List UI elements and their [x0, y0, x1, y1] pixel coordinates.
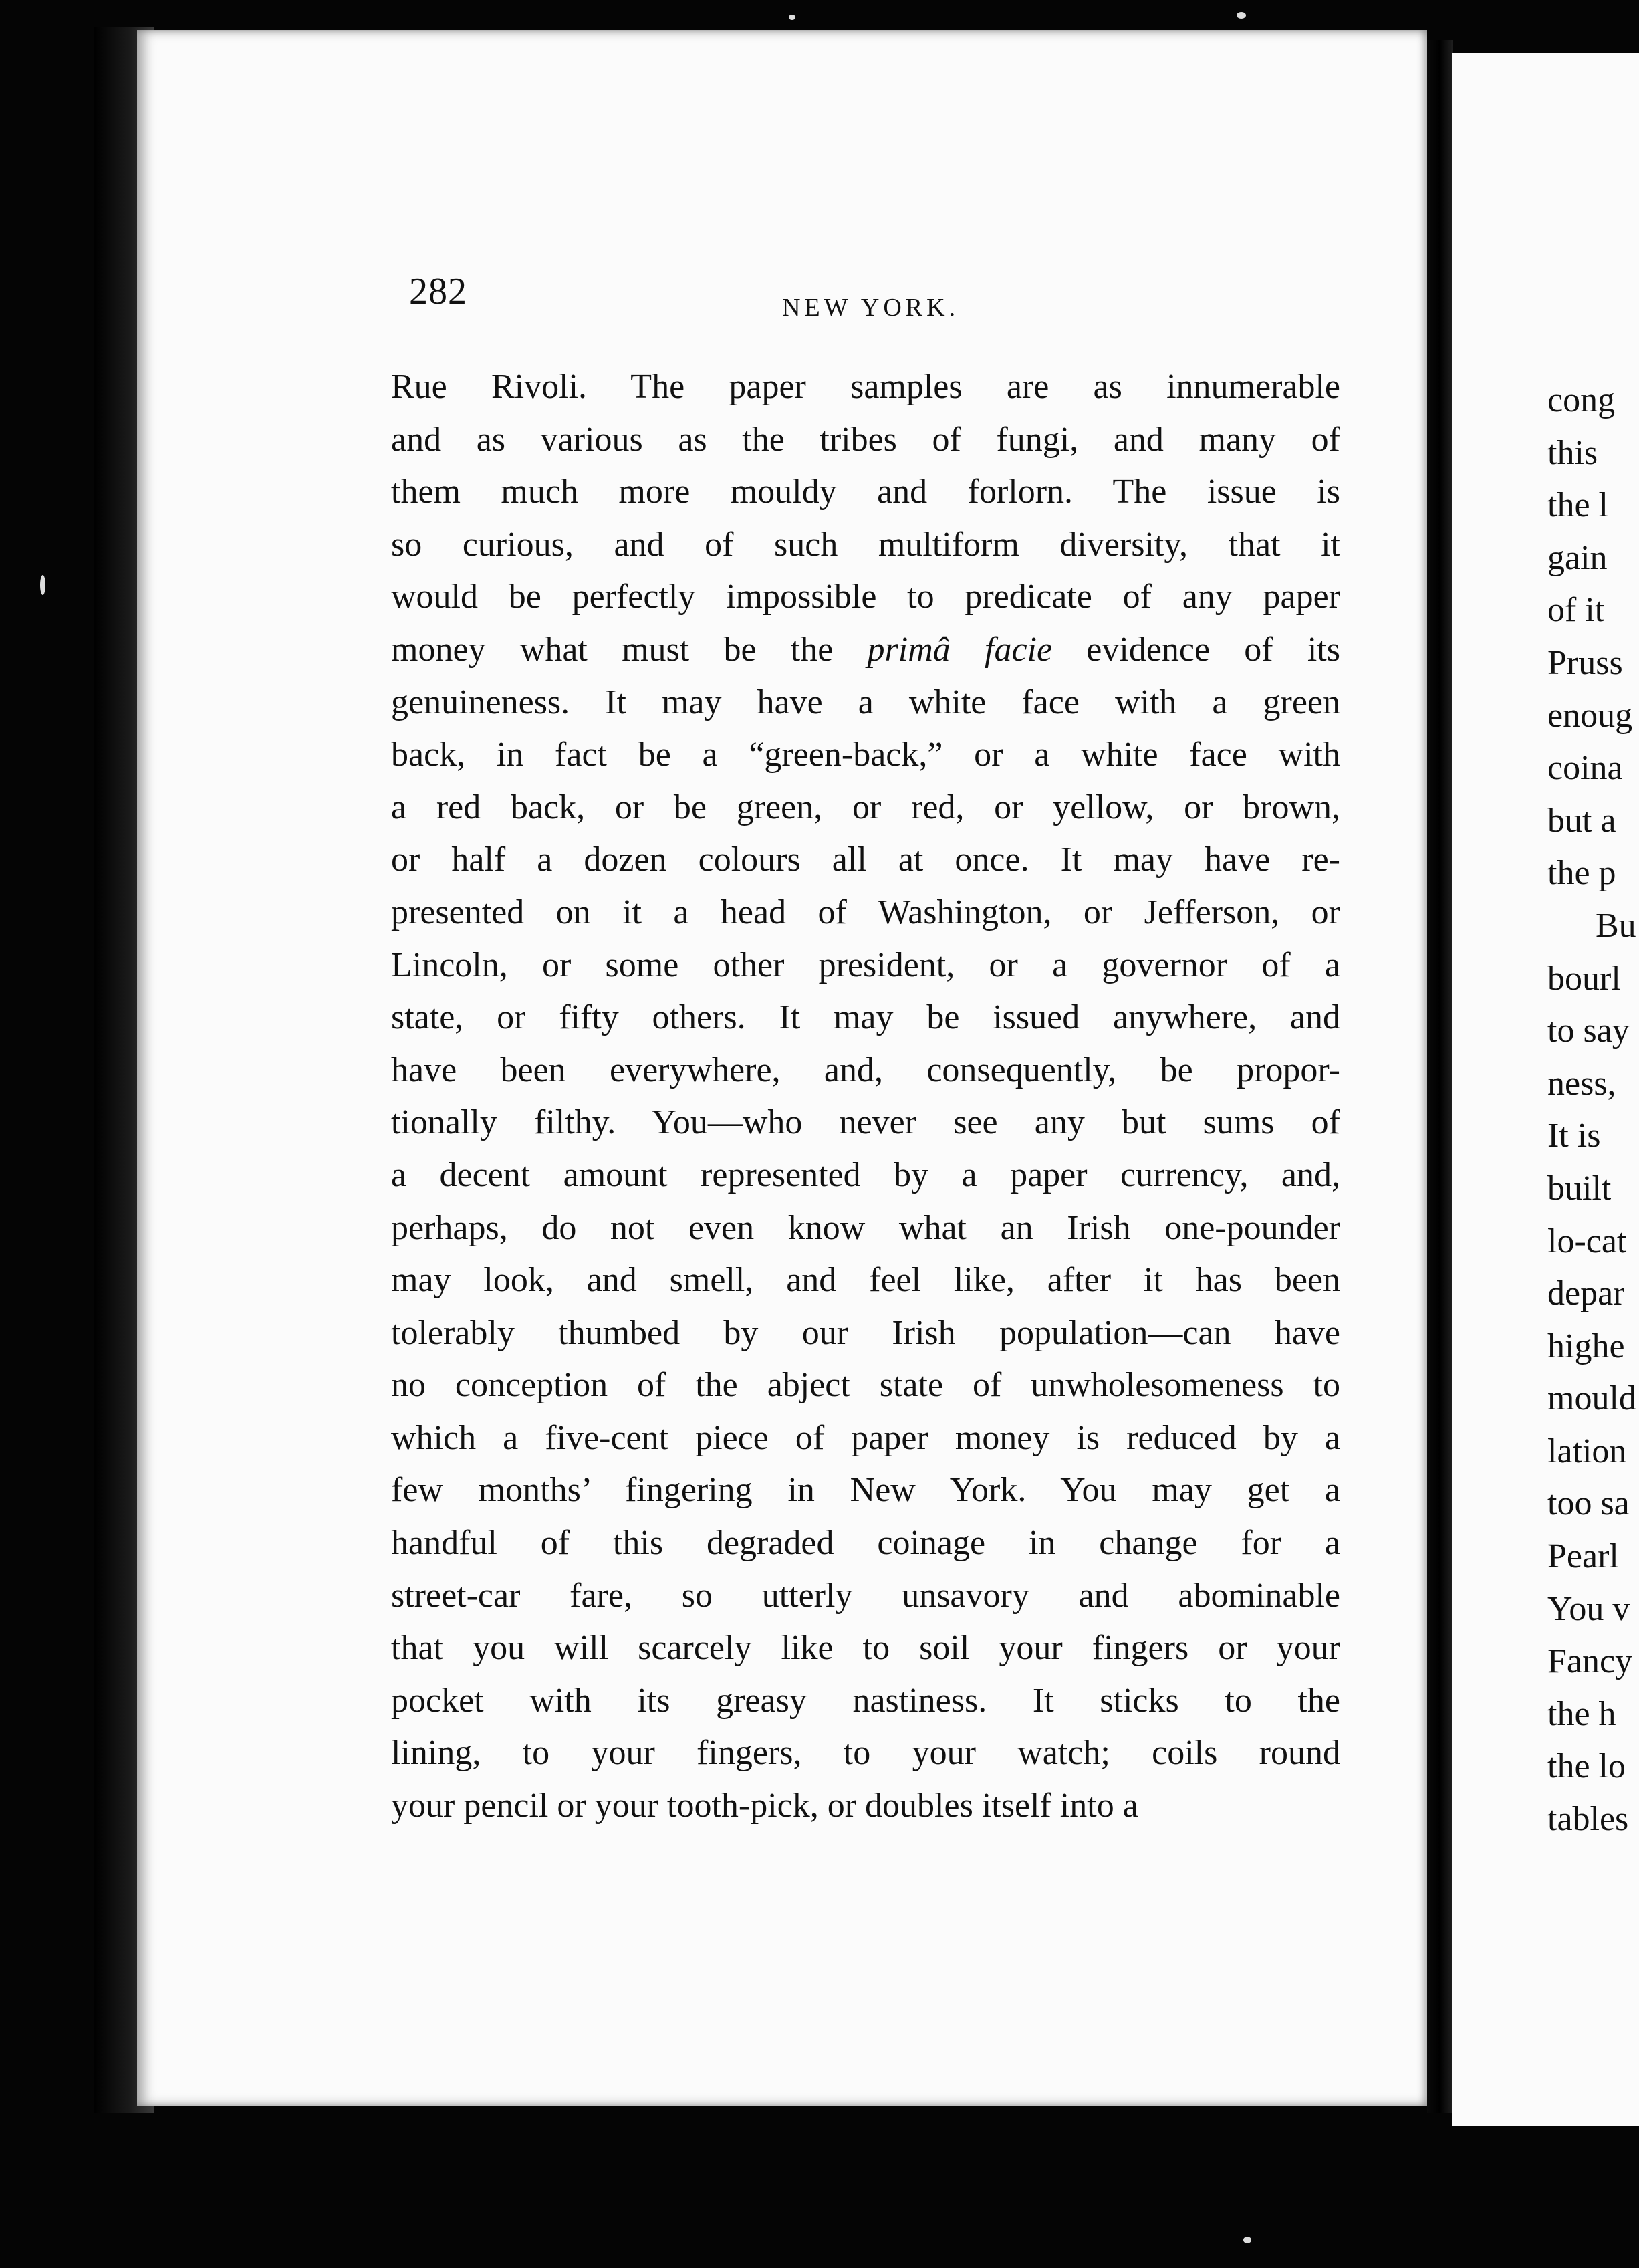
facing-page-line: gain [1547, 538, 1608, 577]
text-line: tionally filthy. You—who never see any but sums of [391, 1103, 1340, 1142]
facing-page-line: built [1547, 1169, 1612, 1208]
text-line: may look, and smell, and feel like, after it has been [391, 1261, 1340, 1300]
text-line: state, or fifty others. It may be issued anywhere, and [391, 998, 1340, 1037]
facing-page-line: coina [1547, 749, 1623, 788]
facing-page-line: You v [1547, 1589, 1630, 1628]
facing-page-line: cong [1547, 381, 1616, 419]
facing-page-line: the l [1547, 486, 1608, 525]
facing-page-line: mould [1547, 1379, 1636, 1418]
facing-page-line: depar [1547, 1274, 1625, 1313]
facing-page-line: the h [1547, 1694, 1616, 1733]
text-line: few months’ fingering in New York. You may get a [391, 1471, 1340, 1510]
text-line: presented on it a head of Washington, or Jefferson, or [391, 893, 1340, 931]
text-line: a decent amount represented by a paper currency, and, [391, 1155, 1340, 1194]
text-line: or half a dozen colours all at once. It may have re- [391, 840, 1340, 879]
text-line: handful of this degraded coinage in change for a [391, 1524, 1340, 1563]
scan-speck [1237, 12, 1246, 19]
facing-page-line: ness, [1547, 1064, 1616, 1103]
facing-page-line: lo-cat [1547, 1222, 1627, 1260]
text-line: so curious, and of such multiform diversity, that it [391, 525, 1340, 564]
facing-page-line: highe [1547, 1327, 1625, 1365]
scan-speck [1243, 2237, 1251, 2243]
page-number: 282 [409, 271, 467, 312]
text-line: which a five-cent piece of paper money is reduced by a [391, 1418, 1340, 1457]
facing-page-line: too sa [1547, 1484, 1630, 1523]
book-gutter [1427, 40, 1453, 2113]
text-line: Lincoln, or some other president, or a governor of a [391, 945, 1340, 984]
facing-page-line: Pearl [1547, 1537, 1619, 1576]
facing-page-text [1547, 374, 1639, 1846]
facing-page-line: enoug [1547, 696, 1633, 735]
text-line: would be perfectly impossible to predicate of any paper [391, 578, 1340, 616]
text-line: them much more mouldy and forlorn. The issue is [391, 473, 1340, 512]
text-line: genuineness. It may have a white face with a green [391, 683, 1340, 721]
facing-page-line: the lo [1547, 1747, 1626, 1786]
scan-speck [789, 15, 795, 20]
text-line: have been everywhere, and, consequently, be propor- [391, 1050, 1340, 1089]
facing-page-line: Fancy [1547, 1642, 1633, 1681]
body-text [391, 361, 1340, 1833]
facing-page-line: the p [1547, 854, 1616, 893]
text-line: and as various as the tribes of fungi, and many of [391, 420, 1340, 459]
text-line: that you will scarcely like to soil your fingers or your [391, 1629, 1340, 1668]
facing-page-line: bourl [1547, 959, 1621, 998]
text-line: pocket with its greasy nastiness. It sticks to the [391, 1681, 1340, 1720]
text-line: back, in fact be a “green-back,” or a white face with [391, 735, 1340, 774]
running-head: NEW YORK. [782, 294, 960, 322]
text-line: perhaps, do not even know what an Irish one-pounder [391, 1208, 1340, 1247]
text-line: tolerably thumbed by our Irish population—can have [391, 1313, 1340, 1352]
facing-page-line: lation [1547, 1432, 1627, 1470]
text-line: a red back, or be green, or red, or yellow, or brown, [391, 788, 1340, 826]
facing-page-line: Pruss [1547, 643, 1623, 682]
facing-page-line: but a [1547, 801, 1616, 840]
facing-page-line: this [1547, 433, 1598, 472]
scan-speck [40, 575, 45, 595]
facing-page-line: Bu [1596, 906, 1636, 945]
text-line: Rue Rivoli. The paper samples are as innumerable [391, 368, 1340, 406]
text-line: your pencil or your tooth-pick, or doubles itself into a [391, 1787, 1138, 1825]
text-line: money what must be the primâ facie evidence of its [391, 630, 1340, 669]
facing-page-line: It is [1547, 1117, 1601, 1155]
text-line: street-car fare, so utterly unsavory and abominable [391, 1576, 1340, 1615]
facing-page-line: to say [1547, 1012, 1630, 1050]
facing-page-line: tables [1547, 1800, 1629, 1839]
text-line: lining, to your fingers, to your watch; coils round [391, 1734, 1340, 1773]
text-line: no conception of the abject state of unwholesomeness to [391, 1366, 1340, 1405]
facing-page-line: of it [1547, 591, 1605, 630]
